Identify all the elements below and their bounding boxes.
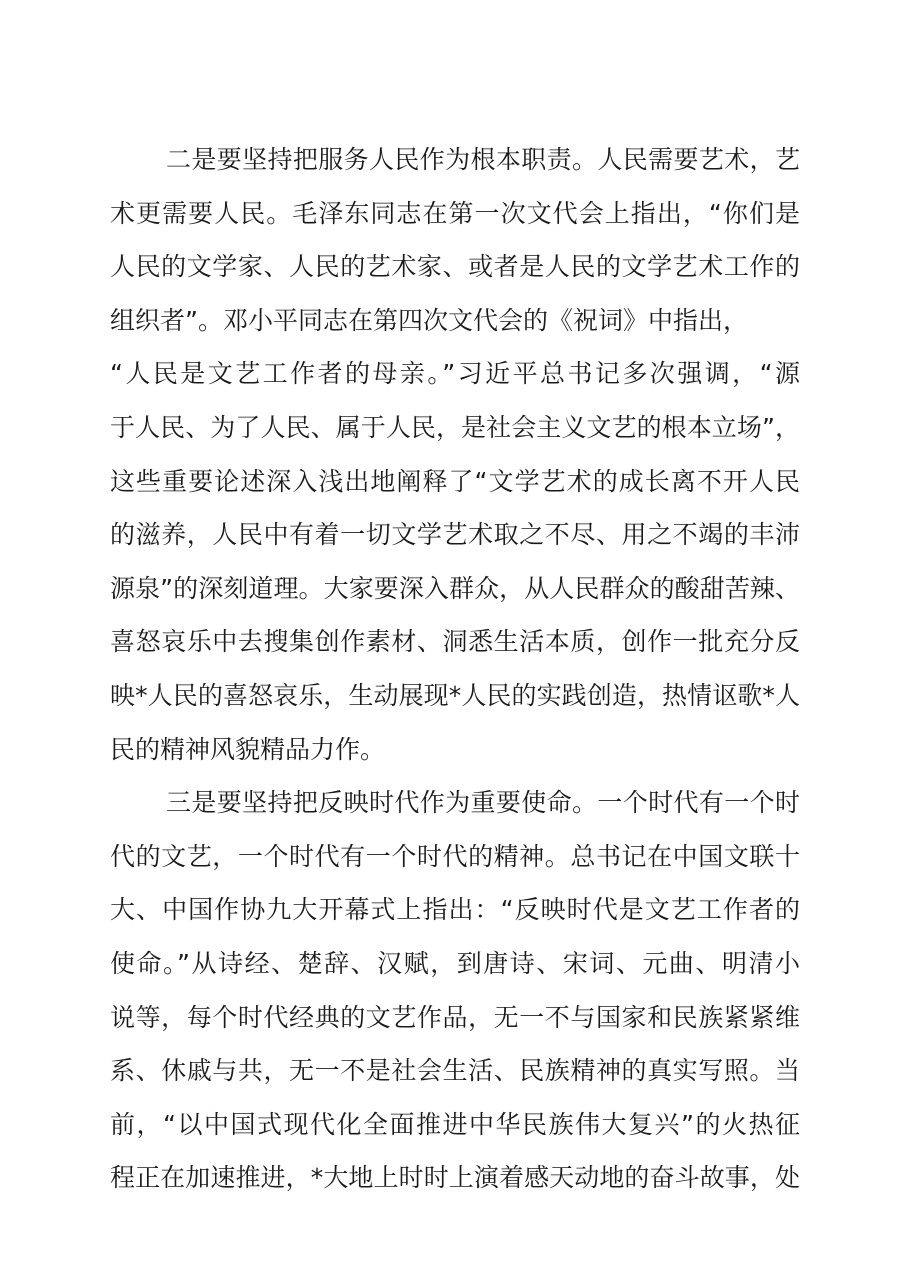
text-line: 喜怒哀乐中去搜集创作素材、洞悉生活本质，创作一批充分反 bbox=[110, 627, 800, 657]
text-line: 前，“以中国式现代化全面推进中华民族伟大复兴”的火热征 bbox=[110, 1109, 800, 1139]
paragraph-3-reflect-era bbox=[110, 776, 800, 1205]
text-line: 于人民、为了人民、属于人民，是社会主义文艺的根本立场”， bbox=[110, 412, 800, 442]
text-line: 说等，每个时代经典的文艺作品，无一不与国家和民族紧紧维 bbox=[110, 1002, 800, 1032]
text-line: 术更需要人民。毛泽东同志在第一次文代会上指出，“你们是 bbox=[110, 198, 800, 228]
text-line: 这些重要论述深入浅出地阐释了“文学艺术的成长离不开人民 bbox=[110, 466, 800, 496]
text-line: 人民的文学家、人民的艺术家、或者是人民的文学艺术工作的 bbox=[110, 252, 800, 282]
document-body bbox=[110, 133, 800, 1205]
text-line: 代的文艺，一个时代有一个时代的精神。总书记在中国文联十 bbox=[110, 841, 800, 871]
text-line: 大、中国作协九大开幕式上指出：“反映时代是文艺工作者的 bbox=[110, 895, 800, 925]
text-line: “人民是文艺工作者的母亲。”习近平总书记多次强调，“源 bbox=[110, 359, 800, 389]
text-line: 组织者”。邓小平同志在第四次文代会的《祝词》中指出， bbox=[110, 305, 748, 335]
paragraph-2-serve-people bbox=[110, 133, 800, 776]
text-line: 系、休戚与共，无一不是社会生活、民族精神的真实写照。当 bbox=[110, 1056, 800, 1086]
text-line: 使命。”从诗经、楚辞、汉赋，到唐诗、宋词、元曲、明清小 bbox=[110, 948, 800, 978]
text-line: 的滋养，人民中有着一切文学艺术取之不尽、用之不竭的丰沛 bbox=[110, 520, 800, 550]
text-line: 程正在加速推进，*大地上时时上演着感天动地的奋斗故事，处 bbox=[110, 1163, 800, 1193]
text-line: 民的精神风貌精品力作。 bbox=[110, 734, 386, 764]
text-line: 映*人民的喜怒哀乐，生动展现*人民的实践创造，热情讴歌*人 bbox=[110, 680, 800, 710]
text-line: 源泉”的深刻道理。大家要深入群众，从人民群众的酸甜苦辣、 bbox=[110, 573, 800, 603]
text-line: 二是要坚持把服务人民作为根本职责。人民需要艺术，艺 bbox=[166, 145, 800, 174]
text-line: 三是要坚持把反映时代作为重要使命。一个时代有一个时 bbox=[166, 788, 800, 818]
